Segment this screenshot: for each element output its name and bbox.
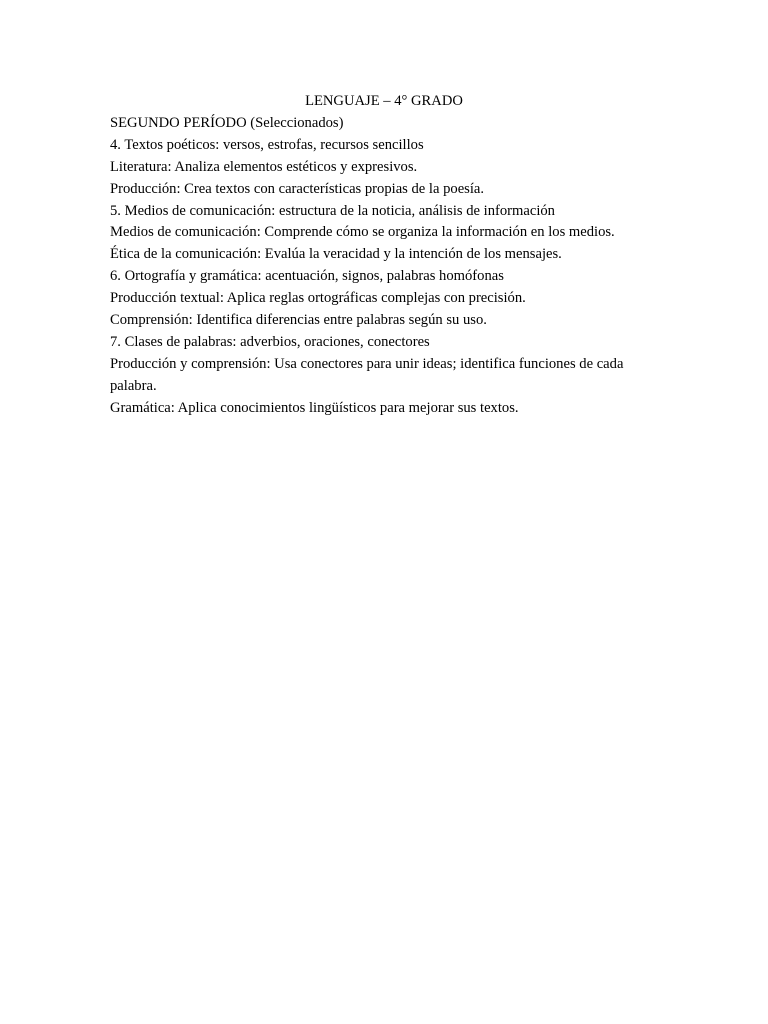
topic-line: 7. Clases de palabras: adverbios, oraciones, conectores: [110, 333, 430, 350]
document-body: [110, 91, 670, 420]
document-title: LENGUAJE – 4° GRADO: [305, 93, 463, 109]
text-line: Gramática: Aplica conocimientos lingüísticos para mejorar sus textos.: [110, 399, 519, 416]
text-line: Literatura: Analiza elementos estéticos y expresivos.: [110, 158, 418, 175]
topic-line: 5. Medios de comunicación: estructura de la noticia, análisis de información: [110, 202, 555, 219]
text-line: Producción: Crea textos con características propias de la poesía.: [110, 180, 485, 197]
topic-line: 6. Ortografía y gramática: acentuación, signos, palabras homófonas: [110, 268, 504, 285]
text-line: Ética de la comunicación: Evalúa la veracidad y la intención de los mensajes.: [110, 246, 562, 263]
text-line: Medios de comunicación: Comprende cómo se organiza la información en los medios.: [110, 224, 615, 241]
section-heading: SEGUNDO PERÍODO (Seleccionados): [110, 114, 344, 131]
text-line: Comprensión: Identifica diferencias entre palabras según su uso.: [110, 312, 487, 329]
topic-line: 4. Textos poéticos: versos, estrofas, recursos sencillos: [110, 136, 424, 153]
text-line: Producción textual: Aplica reglas ortográficas complejas con precisión.: [110, 290, 526, 307]
text-line: Producción y comprensión: Usa conectores para unir ideas; identifica funciones de cada palabra.: [110, 355, 624, 394]
